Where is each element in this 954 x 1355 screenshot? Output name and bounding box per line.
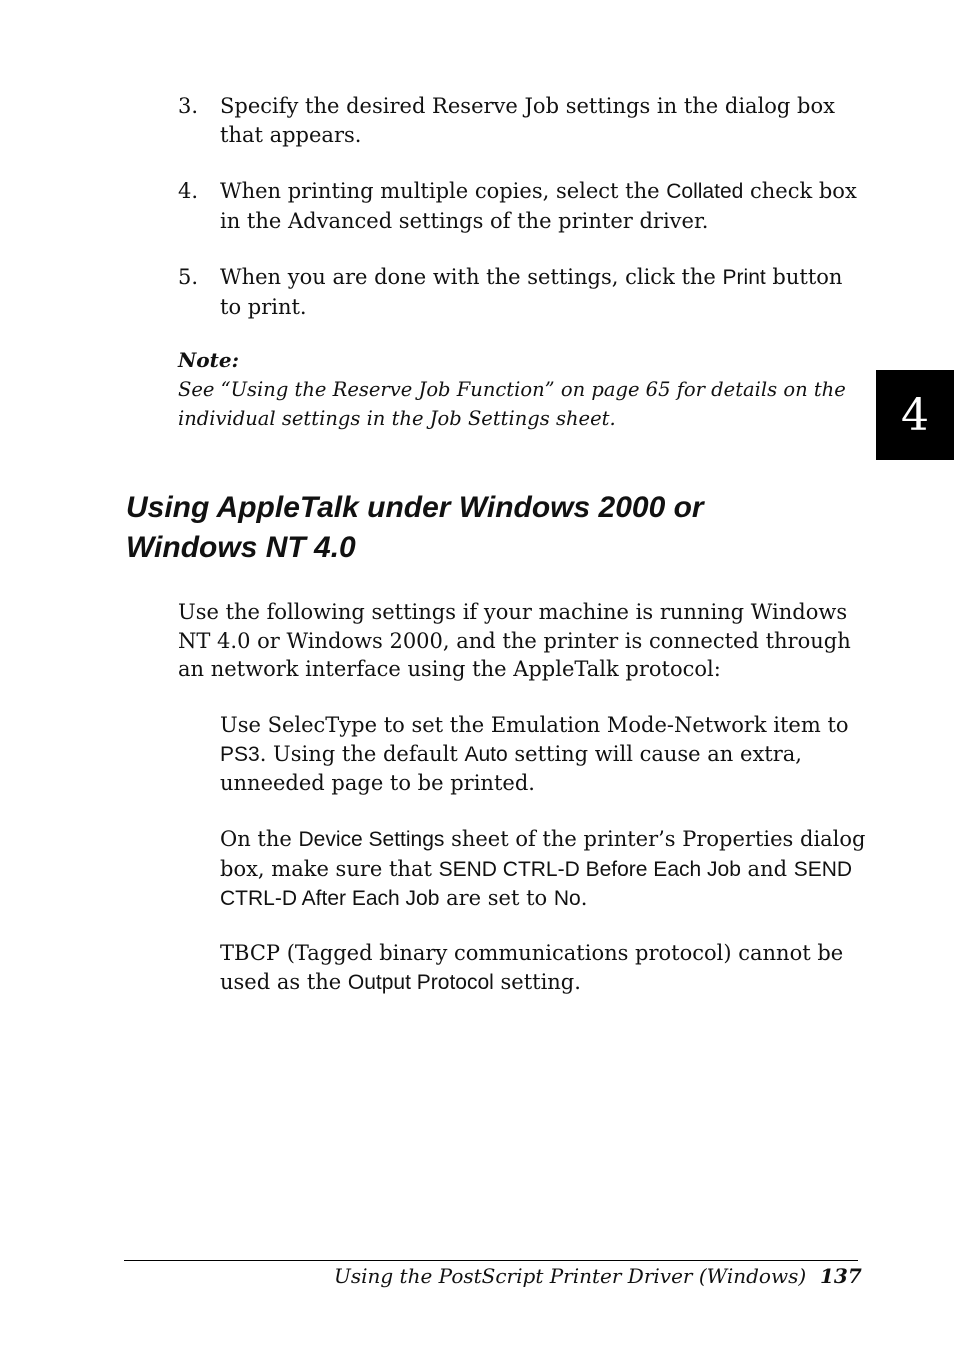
ui-term-ps3: PS3 [220, 742, 260, 766]
step-text: When you are done with the settings, click the Print button to print. [220, 265, 843, 319]
setting-item-1: Use SelecType to set the Emulation Mode-Network item to PS3. Using the default Auto setting will cause an extra, unneeded page to be printed. [220, 713, 849, 795]
note-text: See “Using the Reserve Job Function” on page 65 for details on the individual settings in the Job Settings sheet. [178, 378, 846, 430]
footer-title: Using the PostScript Printer Driver (Windows) [334, 1264, 807, 1288]
ui-term-output-protocol: Output Protocol [347, 970, 494, 994]
step-number: 5. [178, 265, 199, 289]
ui-term-print: Print [722, 266, 766, 289]
setting-item-2: On the Device Settings sheet of the printer’s Properties dialog box, make sure that SEND CTRL-D Before Each Job and SEND CTRL-D After Each Job are set to No. [220, 827, 866, 910]
ui-term-collated: Collated [666, 180, 744, 203]
ui-term-no: No [553, 887, 581, 910]
footer-rule [124, 1260, 858, 1261]
ui-term-device-settings: Device Settings [298, 828, 445, 851]
step-number: 3. [178, 94, 199, 118]
setting-item-3: TBCP (Tagged binary communications protocol) cannot be used as the Output Protocol setting. [220, 941, 844, 994]
intro-paragraph: Use the following settings if your machine is running Windows NT 4.0 or Windows 2000, and the printer is connected through an network interface using the AppleTalk protocol: [178, 600, 851, 681]
section-heading: Using AppleTalk under Windows 2000 or Windows NT 4.0 [126, 491, 704, 564]
ui-term-send-ctrl-d-before: SEND CTRL-D Before Each Job [438, 857, 741, 881]
page-number: 137 [820, 1264, 862, 1288]
ui-term-send-ctrl-d-after: SEND CTRL-D After Each Job [220, 857, 853, 910]
step-text: Specify the desired Reserve Job settings in the dialog box that appears. [220, 94, 835, 147]
step-number: 4. [178, 179, 199, 203]
chapter-tab: 4 [876, 370, 954, 460]
ui-term-auto: Auto [464, 742, 508, 766]
note-label: Note: [178, 348, 239, 372]
step-text: When printing multiple copies, select the Collated check box in the Advanced settings of the printer driver. [220, 179, 857, 233]
